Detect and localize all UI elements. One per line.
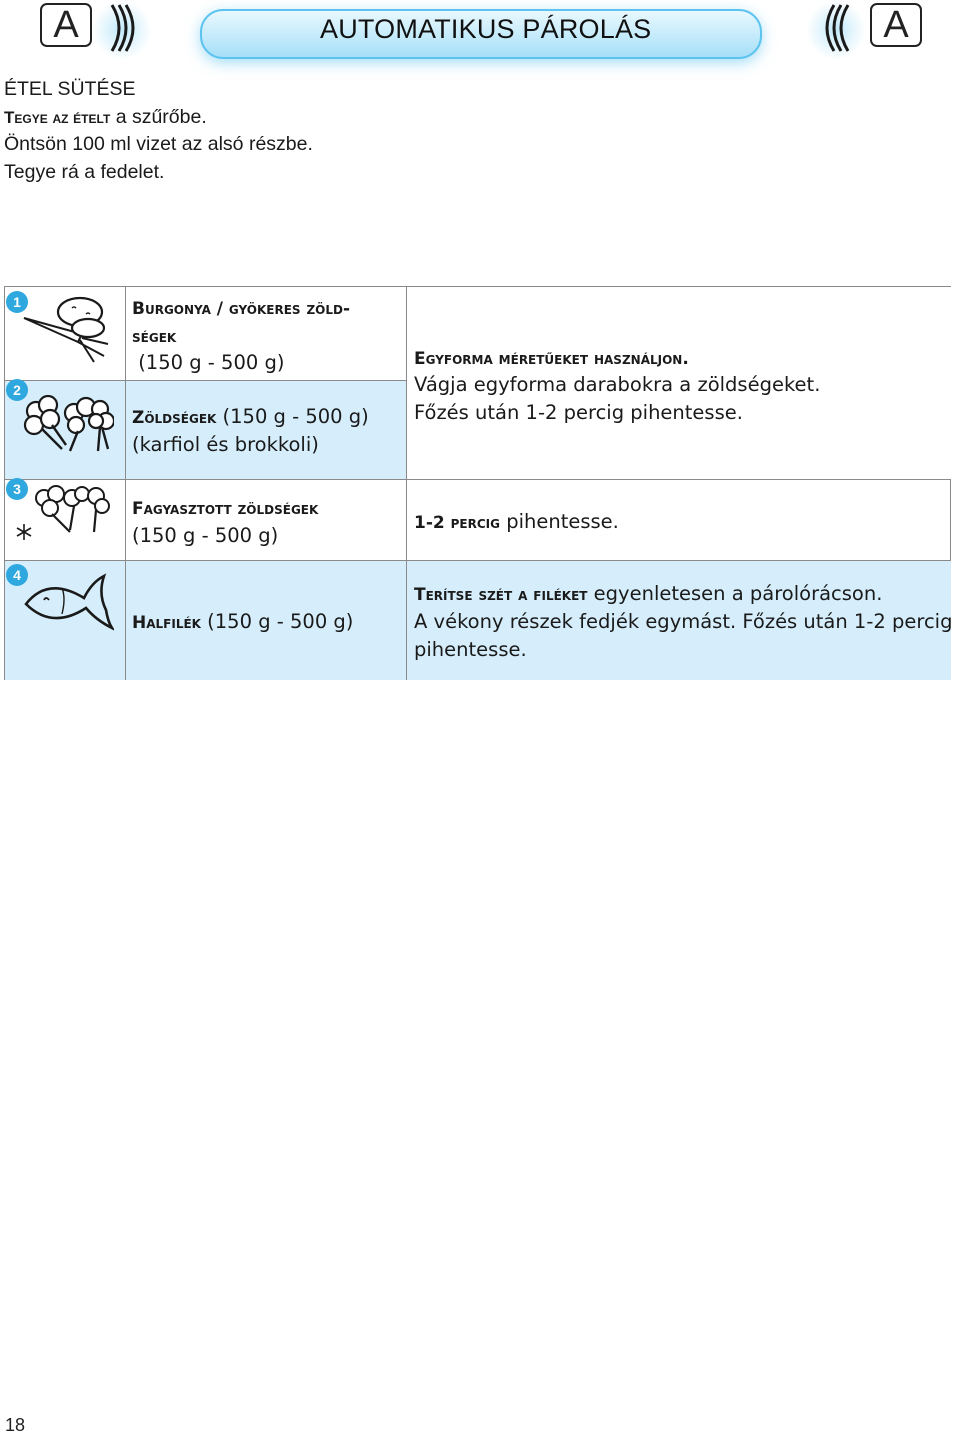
row-2-name — [132, 403, 369, 432]
row-divider-3 — [5, 560, 951, 561]
sensor-waves-icon-right — [822, 2, 856, 54]
row-1-name-bold: Burgonya / gyökeres zöld- — [132, 299, 351, 319]
shared-instruction-line-2: Vágja egyforma darabokra a zöldségeket. — [414, 373, 821, 396]
row-2-number: 2 — [6, 379, 28, 401]
row-1-name — [132, 294, 350, 323]
row-4-instruction-line-2: A vékony részek fedjék egymást. Főzés után 1-2 percig — [414, 610, 953, 633]
row-2-note: (karfiol és brokkoli) — [132, 433, 319, 456]
row-2-name-bold: Zöldségek — [132, 408, 217, 428]
row-divider-2 — [5, 479, 951, 480]
shared-instruction-bold — [414, 344, 689, 373]
shared-instruction-heading: Egyforma méretűeket használjon. — [414, 349, 689, 369]
intro-line-3: Tegye rá a fedelet. — [4, 161, 165, 183]
row-4-instruction-rest: egyenletesen a párolórácson. — [587, 582, 883, 605]
row-1-name-bold-cont: ségek — [132, 327, 177, 347]
frozen-vegetables-icon — [34, 484, 110, 536]
row-2-weight: (150 g - 500 g) — [216, 405, 369, 428]
mode-a-icon-right: A — [870, 3, 922, 47]
row-4-instruction-line-3: pihentesse. — [414, 638, 527, 661]
page-number: 18 — [5, 1415, 26, 1435]
section-heading: ÉTEL SÜTÉSE — [4, 78, 136, 100]
row-divider-1 — [5, 380, 406, 381]
row-4-weight: (150 g - 500 g) — [200, 610, 354, 633]
row-3-instruction — [414, 508, 619, 537]
fish-icon — [22, 570, 114, 632]
row-3-instruction-rest: pihentesse. — [500, 510, 619, 533]
col-divider-1 — [125, 287, 126, 680]
intro-line-1-rest: a szűrőbe. — [110, 106, 207, 128]
mode-a-icon-left: A — [40, 3, 92, 47]
row-1-weight: (150 g - 500 g) — [132, 351, 285, 374]
row-3-instruction-bold: 1-2 percig — [414, 513, 500, 533]
intro-line-1 — [4, 106, 207, 129]
intro-line-1-bold: Tegye az ételt — [4, 108, 111, 127]
row-4-name — [132, 608, 353, 637]
row-4-instruction-bold: Terítse szét a filéket — [414, 585, 588, 605]
row-1-name-cont — [132, 322, 176, 351]
page-title: AUTOMATIKUS PÁROLÁS — [320, 14, 652, 44]
row-1-number: 1 — [6, 291, 28, 313]
row-3-weight: (150 g - 500 g) — [132, 524, 279, 547]
intro-line-2: Öntsön 100 ml vizet az alsó részbe. — [4, 133, 313, 155]
row-4-instruction — [414, 580, 882, 609]
carrot-icon — [20, 292, 112, 364]
row-4-name-bold: Halfilék — [132, 613, 201, 633]
sensor-waves-icon-left — [106, 2, 136, 54]
col-divider-2 — [406, 287, 407, 680]
shared-instruction-line-3: Főzés után 1-2 percig pihentesse. — [414, 401, 743, 424]
snowflake-icon — [14, 522, 34, 542]
row-3-number: 3 — [6, 478, 28, 500]
broccoli-icon — [22, 395, 114, 455]
row-3-name-bold: Fagyasztott zöldségek — [132, 499, 319, 519]
row-4-number: 4 — [6, 564, 28, 586]
row-3-name — [132, 494, 318, 523]
